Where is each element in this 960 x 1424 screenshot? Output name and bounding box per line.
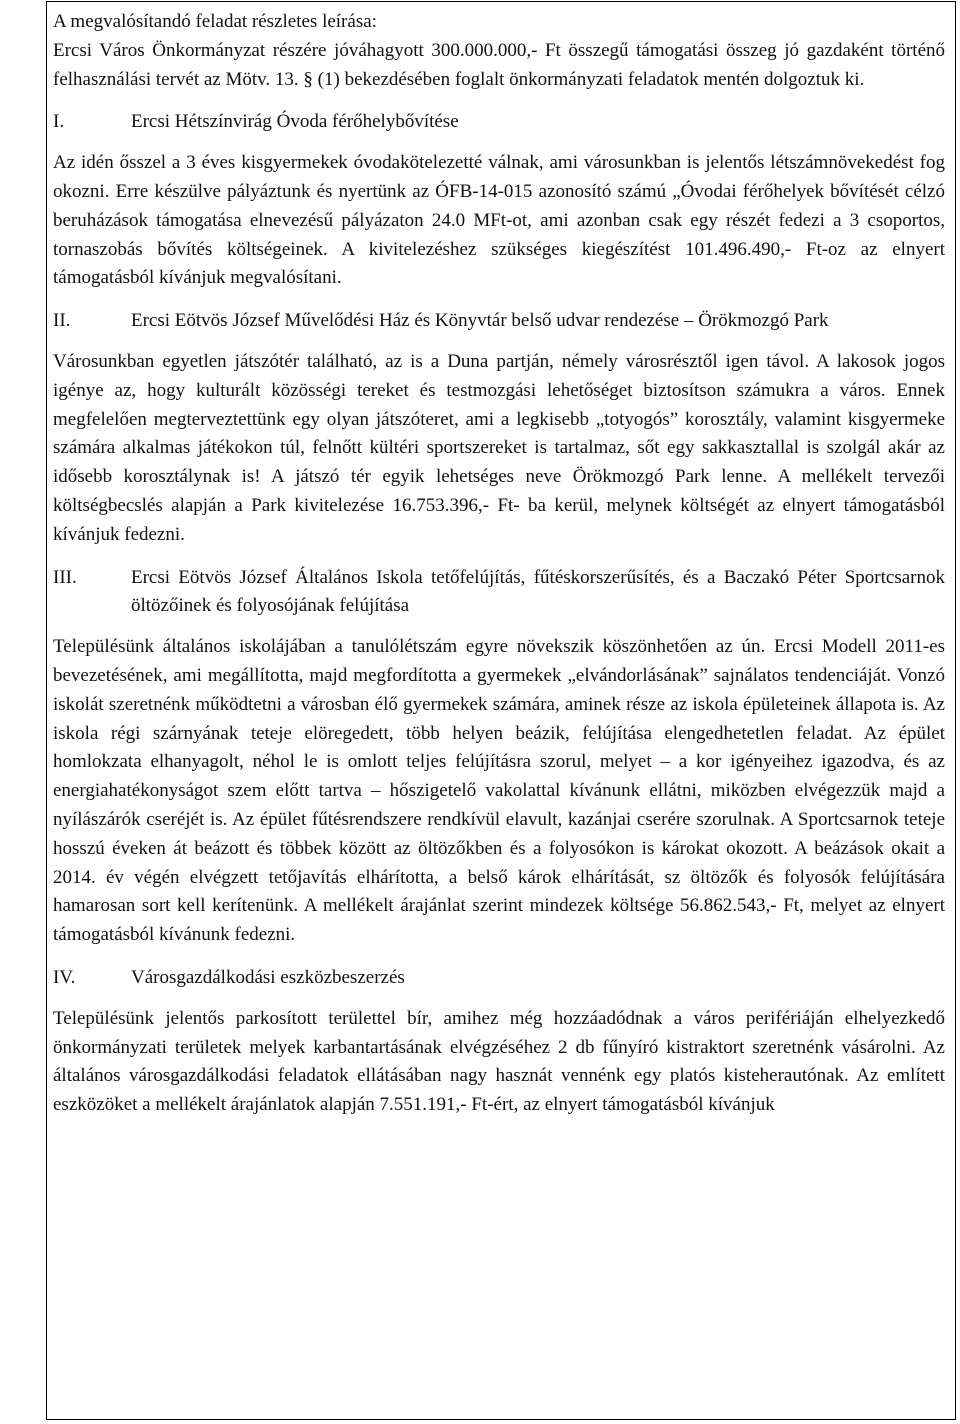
section-3-title: Ercsi Eötvös József Általános Iskola tetőfelújítás, fűtéskorszerűsítés, és a Baczakó Péter Sportcsarnok öltözőinek és folyosójának felújítása: [131, 566, 945, 617]
section-4-number: IV.: [53, 966, 76, 988]
section-4-body: Településünk jelentős parkosított területtel bír, amihez még hozzáadódnak a város perifériáján elhelyezkedő önkormányzati területek melyek karbantartásának elvégzéséhez 2 db fűnyíró kistraktort szeretnénk vásárolni. Az általános városgazdálkodási feladatok ellátásában nagy hasznát vennénk egy platós kisteherautónak. Az említett eszközöket a mellékelt árajánlatok alapján 7.551.191,- Ft-ért, az elnyert támogatásból kívánjuk: [53, 1007, 945, 1116]
section-2-number: II.: [53, 310, 71, 332]
section-1-body: Az idén ősszel a 3 éves kisgyermekek óvodakötelezetté válnak, ami városunkban is jelentős létszámnövekedést fog okozni. Erre készülve pályáztunk és nyertünk az ÓFB-14-015 azonosító számú „Óvodai férőhelyek bővítését célzó beruházások támogatása elnevezésű pályázaton 24.0 MFt-ot, ami azonban csak egy részét fedezi a 3 csoportos, tornaszobás bővítés költségeinek. A kivitelezéshez szükséges kiegészítést 101.496.490,- Ft-oz az elnyert támogatásból kívánjuk megvalósítani.: [53, 152, 945, 289]
intro-heading: A megvalósítandó feladat részletes leírása:: [53, 11, 377, 32]
section-1-number: I.: [53, 111, 65, 133]
section-3-number: III.: [53, 566, 77, 588]
section-2-body: Városunkban egyetlen játszótér található, az is a Duna partján, némely városrésztől igen távol. A lakosok jogos igénye az, hogy kulturált közösségi tereket és testmozgási lehetőséget biztosítson számukra a város. Ennek megfelelően megterveztettünk egy olyan játszóteret, ami a legkisebb „totyogós” korosztály, valamint kisgyermeke számára alkalmas játékokon túl, felnőtt kültéri sportszereket is tartalmaz, sőt egy sakkasztallal is szolgál akár az idősebb korosztálynak is! A játszó tér egyik lehetséges neve Örökmozgó Park lenne. A mellékelt tervezői költségbecslés alapján a Park kivitelezése 16.753.396,- Ft- ba kerül, melynek költségét az elnyert támogatásból kívánjuk fedezni.: [53, 350, 945, 545]
section-2-title: Ercsi Eötvös József Művelődési Ház és Könyvtár belső udvar rendezése – Örökmozgó Park: [131, 310, 829, 332]
document-page: [53, 8, 945, 1120]
section-4-title-row: [53, 964, 945, 993]
intro-text: Ercsi Város Önkormányzat részére jóváhagyott 300.000.000,- Ft összegű támogatási összeg jó gazdaként történő felhasználási tervét az Mötv. 13. § (1) bekezdésében foglalt önkormányzati feladatok mentén dolgoztuk ki.: [53, 39, 945, 90]
section-2-title-row: [53, 307, 945, 336]
section-3-body: Településünk általános iskolájában a tanulólétszám egyre növekszik köszönhetően az ún. Ercsi Modell 2011-es bevezetésének, ami megállította, majd megfordította a gyermekek „elvándorlásának” sajnálatos tendenciáját. Vonzó iskolát szeretnénk működtetni a városban élő gyermekek számára, aminek része az iskola épületeinek állapota is. Az iskola régi szárnyának teteje elöregedett, több helyen beázik, felújítása elengedhetetlen feladat. Az épület homlokzata elhanyagolt, néhol le is omlott teljes felújításra szorul, melyet – a kor igényeihez igazodva, és az energiahatékonyságot szem előtt tartva – hőszigetelő vakolattal kívánunk ellátni, miközben elvégezzük majd a nyílászárók cseréjét is. Az épület fűtésrendszere rendkívül elavult, kazánjai cserére szorulnak. A Sportcsarnok teteje hosszú éveken át beázott és többek között az öltözőkben és a folyosókon is károkat okozott. A beázások okait a 2014. év végén elvégzett tetőjavítás elhárította, a belső károk elhárítását, sz öltözők és folyosók felújítására hamarosan sort kell kerítenünk. A mellékelt árajánlat szerint mindezek költsége 56.862.543,- Ft, melyet az elnyert támogatásból kívánunk fedezni.: [53, 636, 945, 946]
section-4-title: Városgazdálkodási eszközbeszerzés: [131, 966, 405, 988]
section-1-title: Ercsi Hétszínvirág Óvoda férőhelybővítése: [131, 111, 459, 133]
section-1-title-row: [53, 108, 945, 137]
section-3-title-row: [53, 564, 945, 622]
